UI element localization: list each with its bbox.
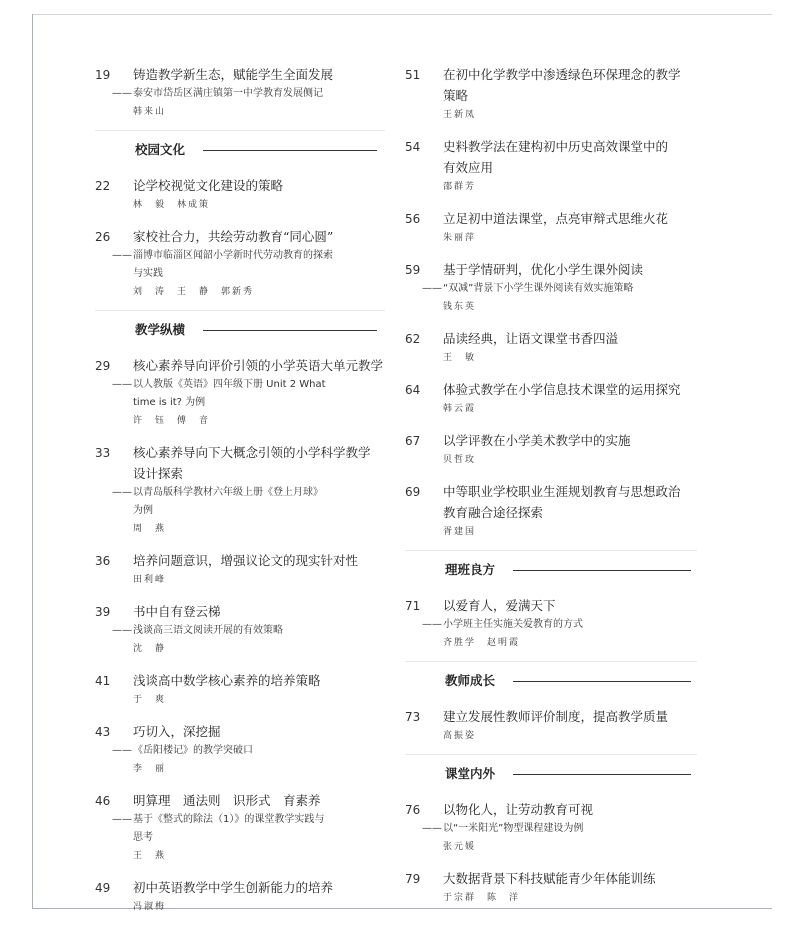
article-author: 王 敏 (443, 353, 477, 363)
toc-entry[interactable] (405, 481, 697, 541)
article-title: 以物化人，让劳动教育可视 (443, 802, 594, 817)
toc-entry[interactable] (95, 670, 385, 709)
dash: —— (112, 745, 132, 756)
article-title-cont: 教育融合途径探索 (443, 505, 544, 520)
toc-entry[interactable] (95, 64, 385, 121)
article-subtitle: —— 淄博市临淄区闻韶小学新时代劳动教育的探索 (112, 247, 385, 265)
article-author: 沈 静 (133, 644, 167, 654)
page-number: 51 (405, 68, 421, 82)
article-title: 基于学情研判，优化小学生课外阅读 (443, 262, 644, 277)
toc-entry[interactable] (405, 595, 697, 652)
article-title-cont: 有效应用 (443, 160, 494, 175)
dash: —— (422, 283, 442, 294)
article-title: 大数据背景下科技赋能青少年体能训练 (443, 871, 656, 886)
article-author: 李 丽 (133, 764, 167, 774)
page-number: 76 (405, 803, 421, 817)
section-header (95, 310, 385, 351)
page-number: 29 (95, 359, 111, 373)
toc-entry[interactable] (405, 259, 697, 316)
article-author: 许 钰 傅 音 (133, 416, 211, 426)
dash: —— (112, 487, 132, 498)
article-title: 史料教学法在建构初中历史高效课堂中的 (443, 139, 669, 154)
section-rule (513, 570, 691, 571)
article-author: 于宗群 陈 洋 (443, 893, 521, 903)
toc-entry[interactable] (95, 877, 385, 916)
section-header (405, 661, 697, 702)
article-title: 初中英语教学中学生创新能力的培养 (133, 880, 334, 895)
page-frame-top (32, 14, 772, 15)
article-author: 邵群芳 (443, 182, 477, 192)
article-title: 立足初中道法课堂，点亮审辩式思维火花 (443, 211, 669, 226)
article-author: 齐胜学 赵明霞 (443, 638, 521, 648)
section-title: 校园文化 (135, 142, 186, 157)
article-author: 高振姿 (443, 731, 477, 741)
article-author: 王新凤 (443, 110, 477, 120)
section-rule (513, 774, 691, 775)
article-author: 林 毅 林成策 (133, 200, 211, 210)
article-subtitle: —— 基于《整式的除法（1）》的课堂教学实践与 (112, 811, 385, 829)
article-author: 冯淑梅 (133, 902, 167, 912)
article-title: 核心素养导向下大概念引领的小学科学教学 (133, 445, 371, 460)
section-title: 教学纵横 (135, 322, 186, 337)
article-title: 中等职业学校职业生涯规划教育与思想政治 (443, 484, 681, 499)
article-subtitle: —— 以“一米阳光”物型课程建设为例 (422, 820, 697, 838)
page-number: 67 (405, 434, 421, 448)
page-number: 49 (95, 881, 111, 895)
section-title: 课堂内外 (445, 766, 496, 781)
dash: —— (112, 88, 132, 99)
dash: —— (112, 814, 132, 825)
toc-entry[interactable] (405, 136, 697, 196)
article-author: 周 燕 (133, 524, 167, 534)
article-title: 建立发展性教师评价制度，提高教学质量 (443, 709, 669, 724)
article-author: 田利峰 (133, 575, 167, 585)
article-title: 书中自有登云梯 (133, 604, 221, 619)
article-title: 以爱育人，爱满天下 (443, 598, 556, 613)
article-subtitle: —— 以青岛版科学教材六年级上册《登上月球》 (112, 484, 385, 502)
toc-entry[interactable] (405, 868, 697, 907)
article-author: 钱东英 (443, 302, 477, 312)
page-number: 41 (95, 674, 111, 688)
toc-entry[interactable] (95, 175, 385, 214)
article-title: 浅谈高中数学核心素养的培养策略 (133, 673, 321, 688)
page-number: 36 (95, 554, 111, 568)
article-title: 品读经典，让语文课堂书香四溢 (443, 331, 619, 346)
article-author: 韩云霞 (443, 404, 477, 414)
page-number: 56 (405, 212, 421, 226)
page-number: 71 (405, 599, 421, 613)
page-number: 64 (405, 383, 421, 397)
article-title: 明算理 通法则 识形式 育素养 (133, 793, 321, 808)
toc-entry[interactable] (405, 328, 697, 367)
page-number: 22 (95, 179, 111, 193)
page-number: 43 (95, 725, 111, 739)
section-header (405, 754, 697, 795)
page-number: 59 (405, 263, 421, 277)
toc-entry[interactable] (95, 550, 385, 589)
page-number: 33 (95, 446, 111, 460)
toc-entry[interactable] (95, 601, 385, 658)
page-number: 69 (405, 485, 421, 499)
toc-entry[interactable] (95, 721, 385, 778)
toc-entry[interactable] (95, 226, 385, 301)
page-number: 46 (95, 794, 111, 808)
toc-entry[interactable] (405, 64, 697, 124)
toc-entry[interactable] (405, 379, 697, 418)
article-author: 于 爽 (133, 695, 167, 705)
dash: —— (112, 379, 132, 390)
section-title: 教师成长 (445, 673, 496, 688)
page-number: 39 (95, 605, 111, 619)
article-title: 体验式教学在小学信息技术课堂的运用探究 (443, 382, 681, 397)
article-subtitle: —— 泰安市岱岳区满庄镇第一中学教育发展侧记 (112, 85, 385, 103)
toc-entry[interactable] (405, 799, 697, 856)
toc-entry[interactable] (405, 430, 697, 469)
dash: —— (422, 619, 442, 630)
toc-entry[interactable] (95, 790, 385, 865)
toc-entry[interactable] (405, 208, 697, 247)
article-subtitle: —— 小学班主任实施关爱教育的方式 (422, 616, 697, 634)
page-number: 62 (405, 332, 421, 346)
dash: —— (112, 625, 132, 636)
section-header (95, 130, 385, 171)
article-title: 培养问题意识，增强议论文的现实针对性 (133, 553, 359, 568)
article-title: 核心素养导向评价引领的小学英语大单元教学 (133, 358, 384, 373)
toc-entry[interactable] (405, 706, 697, 745)
article-subtitle-cont: 思考 (133, 832, 153, 843)
section-rule (203, 330, 377, 331)
article-author: 胥建国 (443, 527, 477, 537)
section-rule (203, 150, 377, 151)
article-subtitle-cont: 与实践 (133, 268, 163, 279)
article-title: 铸造教学新生态，赋能学生全面发展 (133, 67, 334, 82)
article-author: 刘 涛 王 静 郭新秀 (133, 287, 255, 297)
article-author: 王 燕 (133, 851, 167, 861)
dash: —— (112, 250, 132, 261)
article-title: 以学评教在小学美术教学中的实施 (443, 433, 631, 448)
article-author: 张元媛 (443, 842, 477, 852)
toc-left-column (95, 64, 385, 928)
section-rule (513, 681, 691, 682)
page-frame-left (32, 14, 33, 909)
article-title: 论学校视觉文化建设的策略 (133, 178, 284, 193)
toc-entry[interactable] (95, 355, 385, 430)
article-subtitle-cont: 为例 (133, 505, 153, 516)
toc-right-column (405, 64, 697, 919)
article-subtitle: —— 以人教版《英语》四年级下册 Unit 2 What (112, 376, 385, 394)
article-subtitle: —— 《岳阳楼记》的教学突破口 (112, 742, 385, 760)
page-number: 19 (95, 68, 111, 82)
article-title: 在初中化学教学中渗透绿色环保理念的教学 (443, 67, 681, 82)
page-number: 26 (95, 230, 111, 244)
page-number: 54 (405, 140, 421, 154)
toc-entry[interactable] (95, 442, 385, 538)
section-title: 理班良方 (445, 562, 496, 577)
dash: —— (422, 823, 442, 834)
page-number: 79 (405, 872, 421, 886)
article-author: 韩来山 (133, 107, 167, 117)
section-header (405, 550, 697, 591)
article-title-cont: 策略 (443, 88, 469, 103)
article-title: 家校社合力，共绘劳动教育“同心圆” (133, 229, 334, 244)
page-number: 73 (405, 710, 421, 724)
article-author: 朱丽萍 (443, 233, 477, 243)
article-title-cont: 设计探索 (133, 466, 184, 481)
article-subtitle-cont: time is it? 为例 (133, 397, 206, 408)
article-subtitle: —— “双减”背景下小学生课外阅读有效实施策略 (422, 280, 697, 298)
article-author: 贝哲玫 (443, 455, 477, 465)
article-subtitle: —— 浅谈高三语文阅读开展的有效策略 (112, 622, 385, 640)
article-title: 巧切入，深挖掘 (133, 724, 221, 739)
